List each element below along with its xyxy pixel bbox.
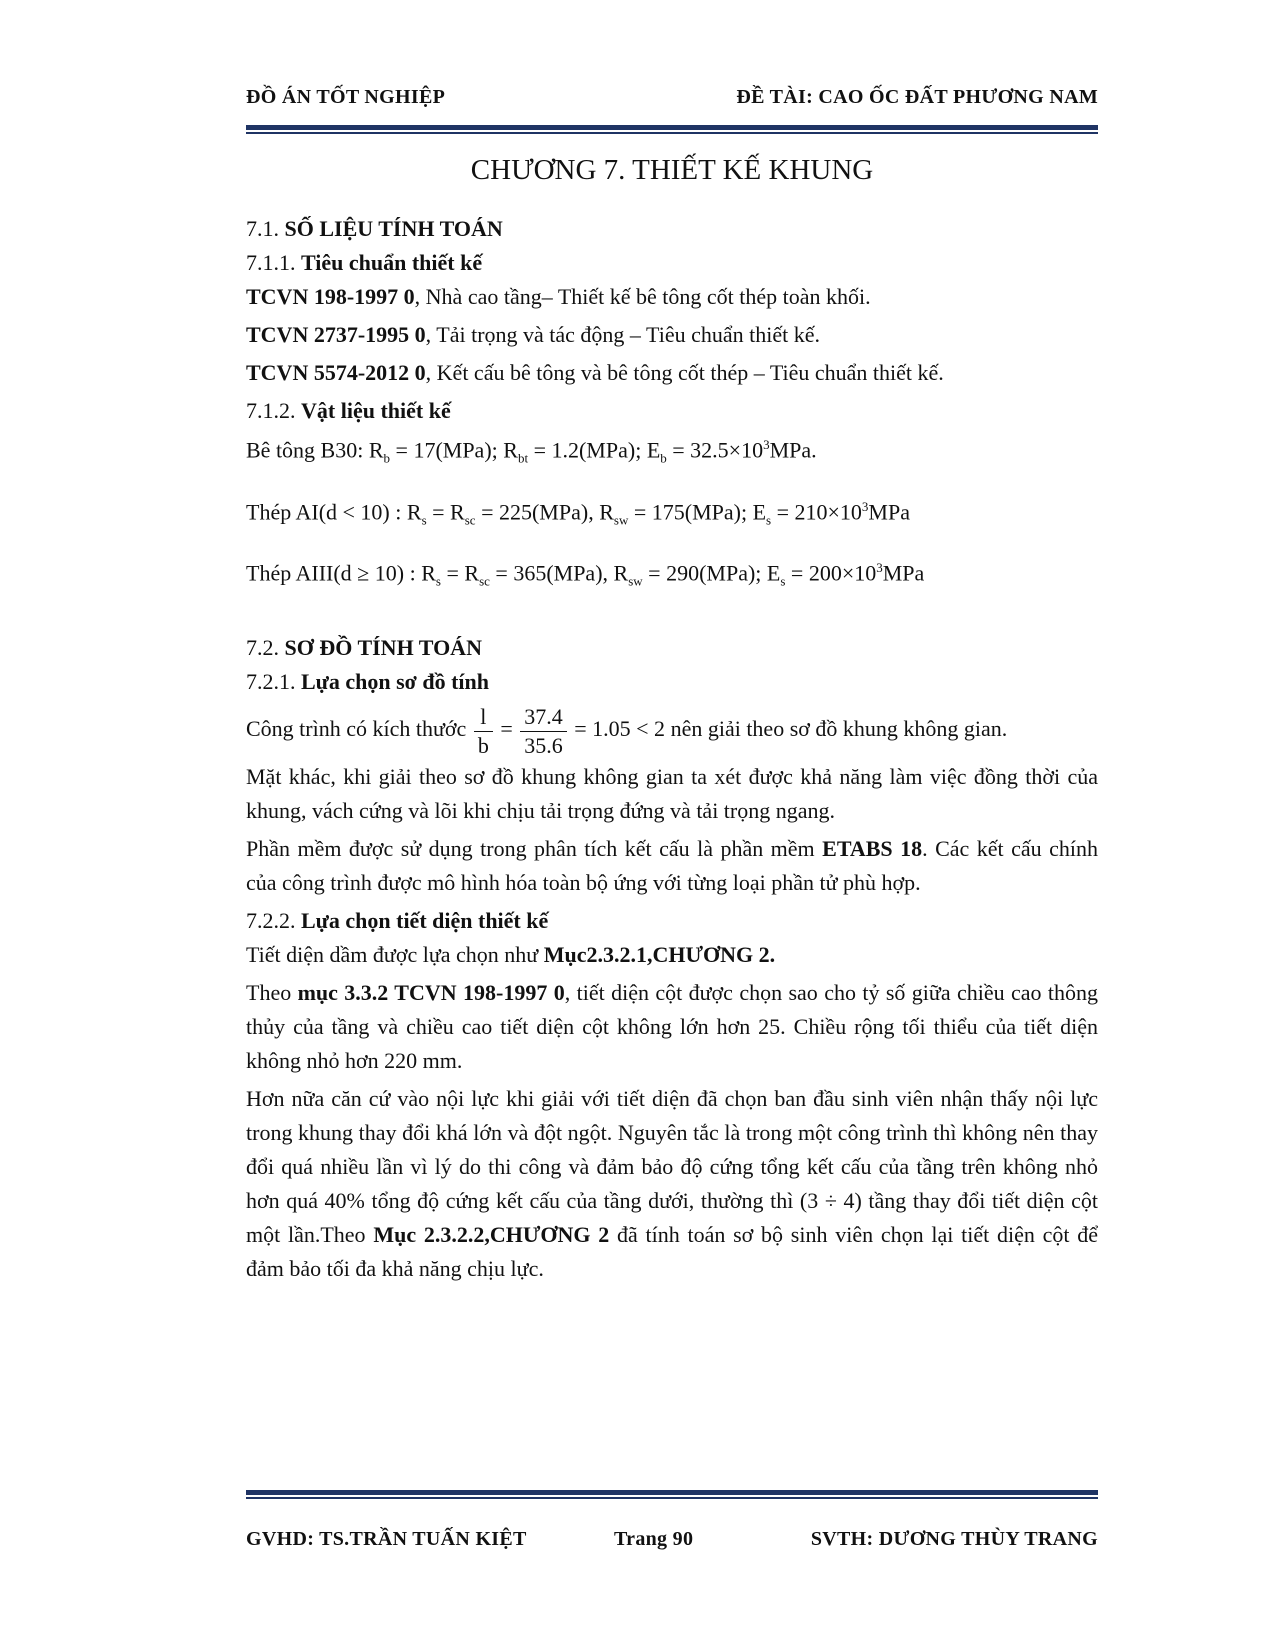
section-7-1: 7.1. SỐ LIỆU TÍNH TOÁN bbox=[246, 216, 503, 241]
section-7-2-1: 7.2.1. Lựa chọn sơ đồ tính bbox=[246, 669, 489, 695]
material-steel-aiii: Thép AIII(d ≥ 10) : $R_s = R_{sc} = 365(MPa)$, $R_{sw} = 290(MPa)$; $E_s = 200\times 10^3MPa$ bbox=[246, 560, 925, 590]
page-content bbox=[246, 150, 1098, 1290]
footer-right: SVTH: DƯƠNG THÙY TRANG bbox=[810, 1528, 1098, 1550]
section-7-1-2: 7.1.2. Vật liệu thiết kế bbox=[246, 398, 451, 423]
standard-2: TCVN 2737-1995 0, Tải trọng và tác động – Tiêu chuẩn thiết kế. bbox=[246, 322, 820, 347]
page-header bbox=[246, 86, 1098, 116]
standard-1: TCVN 198-1997 0, Nhà cao tầng– Thiết kế bê tông cốt thép toàn khối. bbox=[246, 284, 871, 309]
header-left: ĐỒ ÁN TỐT NGHIỆP bbox=[246, 86, 446, 108]
fraction-values: $\frac{37.4}{35.6}$ bbox=[520, 703, 567, 760]
footer-left: GVHD: TS.TRẦN TUẤN KIỆT bbox=[246, 1528, 527, 1550]
chapter-title: CHƯƠNG 7. THIẾT KẾ KHUNG bbox=[470, 154, 874, 186]
paragraph-software: Phần mềm được sử dụng trong phân tích kết cấu là phần mềm ETABS 18. Các kết cấu chính của công trình được mô hình hóa toàn bộ ứng với từng loại phần tử phù hợp. bbox=[246, 835, 1098, 895]
standard-3: TCVN 5574-2012 0, Kết cấu bê tông và bê tông cốt thép – Tiêu chuẩn thiết kế. bbox=[246, 360, 944, 385]
fraction-lb: $\frac{l}{b}$ bbox=[474, 703, 493, 760]
section-7-1-1: 7.1.1. Tiêu chuẩn thiết kế bbox=[246, 250, 483, 275]
paragraph-mat-khac: Mặt khác, khi giải theo sơ đồ khung không gian ta xét được khả năng làm việc đồng thời của khung, vách cứng và lõi khi chịu tải trọng đứng và tải trọng ngang. bbox=[246, 763, 1098, 823]
paragraph-theo: Theo mục 3.3.2 TCVN 198-1997 0, tiết diện cột được chọn sao cho tỷ số giữa chiều cao thông thủy của tầng và chiều cao tiết diện cột không lớn hơn 25. Chiều rộng tối thiểu của tiết diện không nhỏ hơn 220 mm. bbox=[246, 979, 1099, 1073]
section-7-2-2: 7.2.2. Lựa chọn tiết diện thiết kế bbox=[246, 907, 549, 933]
section-7-2: 7.2. SƠ ĐỒ TÍNH TOÁN bbox=[246, 635, 482, 661]
page-number: Trang 90 bbox=[614, 1528, 694, 1550]
material-concrete: Bê tông B30: $R_b = 17(MPa)$; $R_{bt} = 1.2(MPa)$; $E_b = 32.5\times 10^3MPa$. bbox=[246, 437, 817, 466]
footer-rule bbox=[246, 1490, 1098, 1499]
header-right: ĐỀ TÀI: CAO ỐC ĐẤT PHƯƠNG NAM bbox=[736, 86, 1098, 108]
header-rule bbox=[246, 125, 1098, 134]
paragraph-dimensions: Công trình có kích thước $\frac{l}{b}$ = $\frac{37.4}{35.6}$ = 1.05 < 2 nên giải theo sơ đồ khung không gian. bbox=[246, 703, 1008, 758]
page-footer bbox=[246, 1528, 1098, 1558]
paragraph-hon-nua: Hơn nữa căn cứ vào nội lực khi giải với tiết diện đã chọn ban đầu sinh viên nhận thấy nội lực trong khung thay đổi khá lớn và đột ngột. Nguyên tắc là trong một công trình thì không nên thay đổi quá nhiều lần vì lý do thi công và đảm bảo độ cứng tổng kết cấu của tầng trên không nhỏ hơn quá 40% tổng độ cứng kết cấu của tầng dưới, thường thì (3 ÷ 4) tầng thay đổi tiết diện cột một lần.Theo Mục 2.3.2.2,CHƯƠNG 2 đã tính toán sơ bộ sinh viên chọn lại tiết diện cột để đảm bảo tối đa khả năng chịu lực. bbox=[246, 1085, 1098, 1281]
material-steel-ai: Thép AI(d < 10) : $R_s = R_{sc} = 225(MPa)$, $R_{sw} = 175(MPa)$; $E_s = 210\times 10^3MPa$ bbox=[246, 498, 910, 528]
paragraph-beam: Tiết diện dầm được lựa chọn như Mục2.3.2.1,CHƯƠNG 2. bbox=[246, 941, 776, 967]
